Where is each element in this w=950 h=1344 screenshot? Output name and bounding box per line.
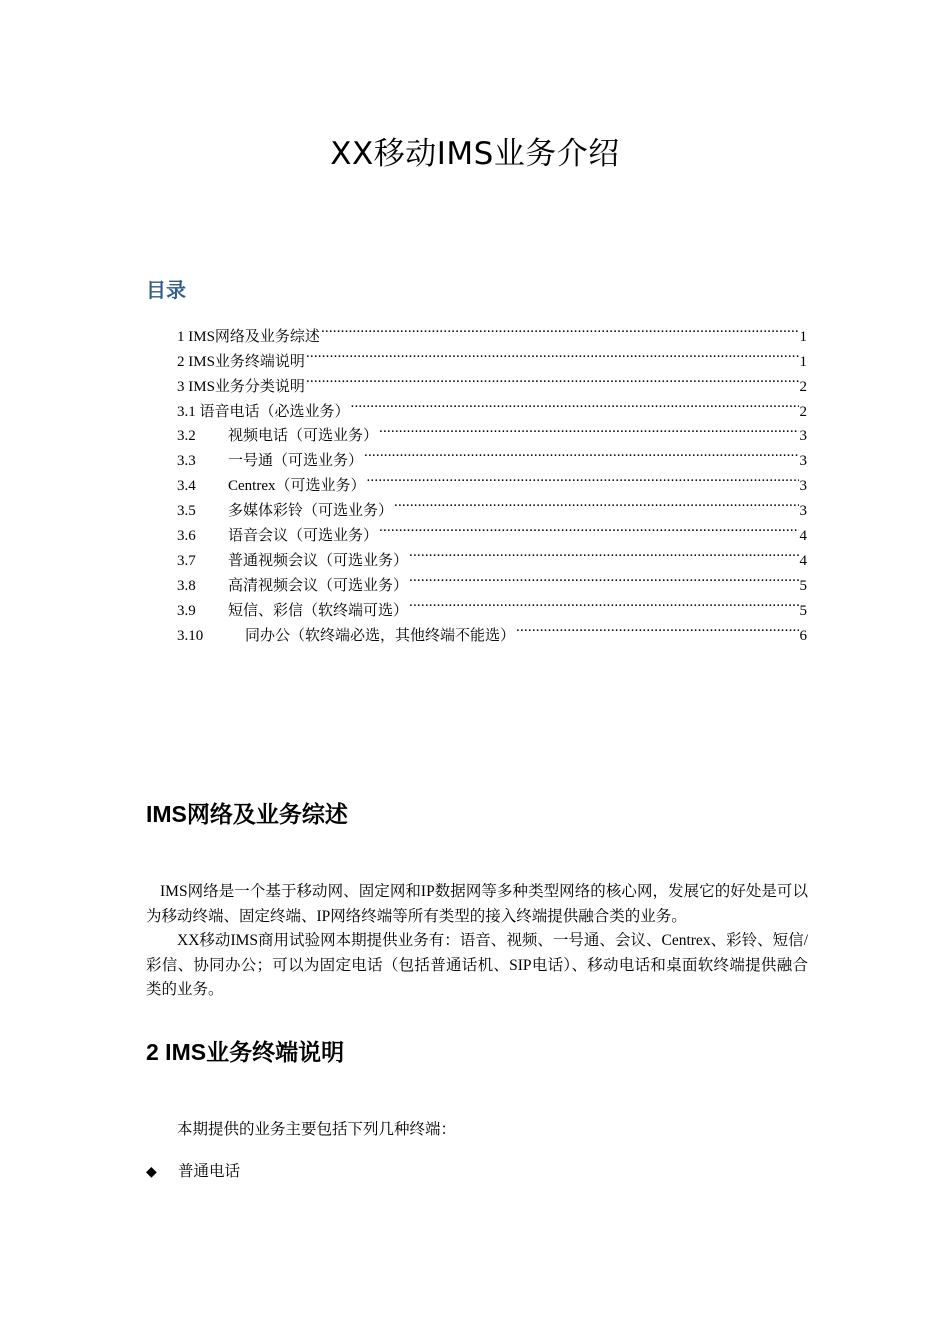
section-2-paragraph-1: 本期提供的业务主要包括下列几种终端： [177,1121,457,1138]
toc-entry-page: 3 [799,478,807,495]
section-heading-1: IMS网络及业务综述 [146,801,348,827]
bullet-item [146,1160,240,1185]
toc-entry-page: 3 [799,428,807,445]
toc-entry-label: 普通视频会议（可选业务） [228,552,409,569]
toc-entry-number: 3.3 [177,453,196,470]
toc-entry-label: 视频电话（可选业务） [228,428,379,445]
toc-entry-label: 3.1 语音电话（必选业务） [177,403,350,420]
toc-leader [379,515,798,540]
table-of-contents [177,316,807,644]
toc-entry-page: 1 [799,328,807,345]
toc-leader [351,391,799,416]
toc-entry-page: 3 [799,453,807,470]
toc-entry-number: 3.7 [177,552,196,569]
toc-entry-page: 5 [799,577,807,594]
toc-entry-number: 3.6 [177,528,196,545]
toc-leader [409,565,798,590]
toc-entry-label: 3 IMS业务分类说明 [177,378,305,395]
toc-entry-page: 5 [799,602,807,619]
toc-entry-page: 3 [799,503,807,520]
toc-leader [306,366,799,391]
toc-entry-page: 4 [799,528,807,545]
toc-entry-number: 3.5 [177,503,196,520]
section-1-paragraph-1: IMS网络是一个基于移动网、固定网和IP数据网等多种类型网络的核心网，发展它的好处是可以为移动终端、固定终端、IP网络终端等所有类型的接入终端提供融合类的业务。 [146,883,808,925]
bullet-item-text: 普通电话 [178,1163,241,1180]
toc-heading: 目录 [146,278,186,302]
toc-entry-page: 2 [799,378,807,395]
toc-entry-label: 短信、彩信（软终端可选） [228,602,409,619]
toc-entry-number: 3.10 [177,627,204,644]
toc-entry-label: 同办公（软终端必选，其他终端不能选） [245,627,516,644]
toc-entry-number: 3.9 [177,602,196,619]
toc-entry-label: 高清视频会议（可选业务） [228,577,409,594]
toc-leader [379,416,798,441]
toc-entry-label: Centrex（可选业务） [228,478,366,495]
toc-leader [306,341,799,366]
toc-entry-label: 多媒体彩铃（可选业务） [228,503,394,520]
section-1-paragraph-2: XX移动IMS商用试验网本期提供业务有：语音、视频、一号通、会议、Centrex、彩铃、短信/彩信、协同办公；可以为固定电话（包括普通话机、SIP电话）、移动电话和桌面软终端提供融合类的业务。 [146,932,808,998]
toc-leader [366,465,798,490]
toc-entry-page: 6 [799,627,807,644]
toc-entry-number: 3.2 [177,428,196,445]
section-heading-2: 2 IMS业务终端说明 [146,1039,345,1065]
toc-leader [321,316,799,341]
toc-entry-number: 3.8 [177,577,196,594]
toc-entry-label: 1 IMS网络及业务综述 [177,328,320,345]
toc-entry-label: 一号通（可选业务） [228,453,364,470]
toc-leader [394,490,798,515]
toc-leader [409,590,798,615]
toc-entry-number: 3.4 [177,478,196,495]
toc-leader [409,540,798,565]
toc-leader [516,615,798,640]
toc-entry-1[interactable] [177,316,807,345]
toc-leader [364,440,798,465]
document-title: XX移动IMS业务介绍 [330,136,620,172]
toc-entry-page: 4 [799,552,807,569]
toc-entry-label: 语音会议（可选业务） [228,528,379,545]
toc-entry-page: 1 [799,353,807,370]
toc-entry-page: 2 [799,403,807,420]
diamond-bullet-icon: ◆ [146,1164,157,1180]
toc-entry-label: 2 IMS业务终端说明 [177,353,305,370]
